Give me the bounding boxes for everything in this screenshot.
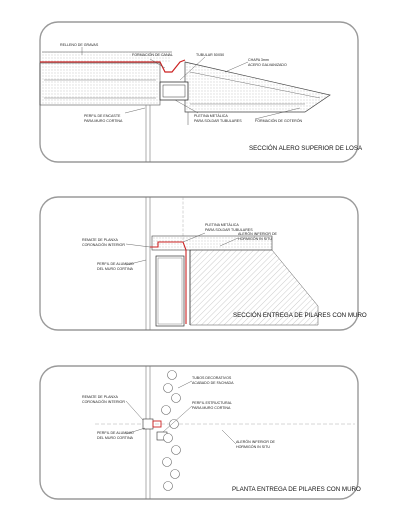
label-tubular: TUBULAR 50X50	[196, 53, 225, 57]
panel-planta-pilares	[40, 366, 361, 499]
label-perfil-alu-1: PERFIL DE ALUMINIO	[97, 431, 134, 435]
tube	[164, 434, 173, 443]
label-pletina-1: PLETINA METÁLICA	[194, 114, 228, 118]
label-goteron: FORMACIÓN DE GOTERÓN	[255, 119, 303, 123]
panel-alero	[40, 22, 363, 162]
leader	[125, 108, 145, 113]
leader	[225, 62, 248, 72]
column-section	[156, 256, 184, 326]
panel-title: PLANTA ENTREGA DE PILARES CON MURO	[232, 486, 361, 493]
label-pletina-1: PLETINA METÁLICA	[205, 223, 239, 227]
tube	[164, 384, 173, 393]
label-pletina-2: PARA SOLDAR TUBULARES	[194, 119, 242, 123]
slab	[40, 63, 160, 105]
tube	[163, 458, 172, 467]
tubular-box	[160, 82, 188, 100]
tube	[170, 420, 179, 429]
label-aleron-2: HORMIGÓN IN SITU	[238, 237, 272, 241]
label-perfil-2: DEL MURO CORTINA	[97, 267, 133, 271]
tube	[168, 371, 177, 380]
tube	[172, 394, 181, 403]
label-perfil-est-2: PARA MURO CORTINA	[192, 406, 231, 410]
leader	[126, 244, 150, 247]
label-perfil-alu-2: DEL MURO CORTINA	[97, 436, 133, 440]
label-aleron-2: HORMIGÓN IN SITU	[236, 445, 270, 449]
label-chapa-2: ACERO GALVANIZADO	[248, 63, 287, 67]
tube	[172, 446, 181, 455]
label-perfil-1: PERFIL DE ENCASTE	[84, 114, 121, 118]
label-remate-1: REMATE DE PLANXA	[82, 238, 118, 242]
leader	[178, 381, 192, 388]
tube	[162, 406, 171, 415]
panel-frame	[40, 366, 358, 499]
label-pletina-2: PARA SOLDAR TUBULARES	[205, 228, 253, 232]
panel-title: SECCIÓN ALERO SUPERIOR DE LOSA	[249, 145, 363, 152]
panel-seccion-pilares	[40, 197, 367, 330]
label-remate-2: CORONACIÓN INTERIOR	[82, 243, 125, 247]
label-aleron-1: ALERÓN INFERIOR DE	[236, 440, 275, 444]
label-perfil-2: PARA MURO CORTINA	[84, 119, 123, 123]
label-canal: FORMACIÓN DE CANAL	[132, 53, 173, 57]
tube	[171, 470, 180, 479]
leader	[222, 430, 236, 444]
label-perfil-est-1: PERFIL ESTRUCTURAL	[192, 401, 233, 405]
label-remate-2: CORONACIÓN INTERIOR	[82, 400, 125, 404]
label-tubos-2: ACABADO DE FACHADA	[192, 381, 234, 385]
label-tubos-1: TUBOS DECORATIVOS	[192, 376, 232, 380]
leader	[126, 401, 143, 420]
label-remate-1: REMATE DE PLANXA	[82, 395, 118, 399]
overhang	[185, 62, 330, 112]
panel-title: SECCIÓN ENTREGA DE PILARES CON MURO	[233, 312, 367, 319]
label-perfil-1: PERFIL DE ALUMINIO	[97, 262, 134, 266]
decorative-tubes	[162, 371, 181, 491]
label-relleno: RELLENO DE GRAVAS	[60, 43, 99, 47]
tube	[164, 482, 173, 491]
label-chapa-1: CHAPA 3mm	[248, 58, 269, 62]
label-aleron-1: ALERÓN INFERIOR DE	[238, 232, 277, 236]
aluminium-profile	[143, 419, 153, 429]
